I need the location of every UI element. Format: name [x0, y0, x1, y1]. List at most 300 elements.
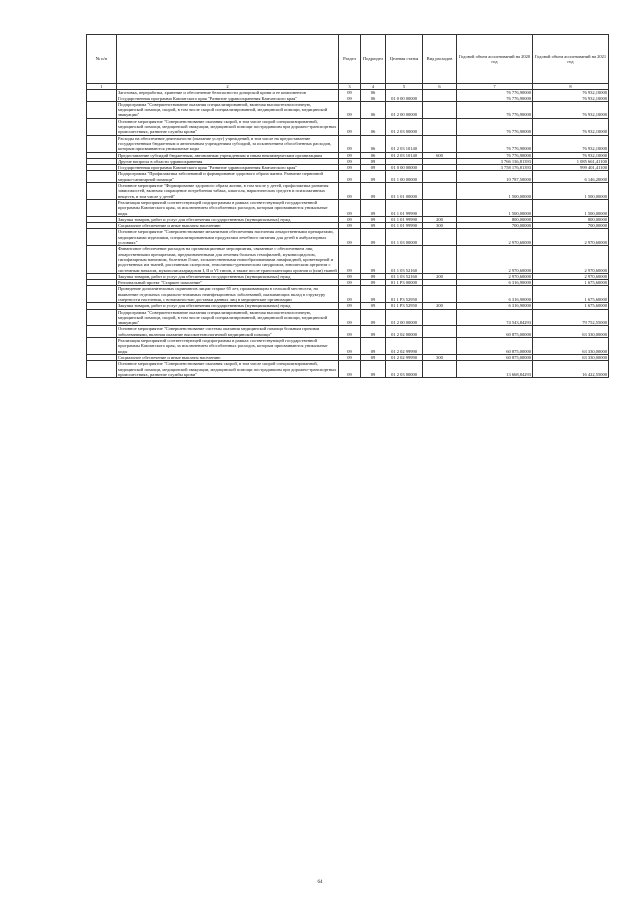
page-number: 64	[317, 880, 323, 885]
cell-line: Закупка товаров, работ и услуг для обеспечения государственных (муниципальных) нужд	[118, 216, 291, 222]
cell-line: 76 932,10000	[582, 152, 607, 158]
row-target-article-cell	[386, 199, 423, 216]
budget-table-page	[86, 34, 608, 378]
row-target-article-cell	[386, 361, 423, 378]
row-name-cell	[117, 246, 339, 273]
header-target-article: Целевая статья	[386, 35, 423, 84]
row-number-cell	[87, 326, 117, 338]
table-row	[87, 229, 609, 246]
cell-line: 63 330,00000	[582, 354, 607, 360]
row-expense-type-cell	[423, 135, 457, 152]
row-target-article-cell	[386, 90, 423, 102]
row-target-article-cell	[386, 273, 423, 279]
cell-line: 16 422,55000	[582, 371, 607, 377]
cell-line: 09	[347, 193, 352, 199]
cell-line: 09	[347, 223, 352, 229]
row-expense-type-cell	[423, 229, 457, 246]
row-section-cell	[339, 286, 361, 303]
cell-line: 01 0 00 00000	[391, 165, 417, 171]
table-row	[87, 354, 609, 360]
cell-line: 09	[347, 146, 352, 152]
cell-line: Заготовка, переработка, хранение и обеспечение безопасности донорской крови и ее компонентов	[118, 90, 306, 96]
header-name	[117, 35, 339, 84]
row-expense-type-cell	[423, 171, 457, 183]
cell-line: Другие вопросы в области здравоохранения	[118, 158, 203, 164]
row-number-cell	[87, 229, 117, 246]
cell-line: 01 1 00 00000	[391, 176, 417, 182]
cell-line: Расходы на обеспечение деятельности (оказание услуг) учреждений, в том числе на предоставление государственным бюджетным и автономным учреждениям субсидий, за исключением обособленных расходов, которым присваиваются уникальные коды	[118, 135, 332, 152]
table-row	[87, 361, 609, 378]
cell-line: 1 500,00000	[584, 193, 607, 199]
table-row	[87, 223, 609, 229]
cell-line: 1 500,00000	[584, 210, 607, 216]
row-target-article-cell	[386, 246, 423, 273]
cell-line: Государственная программа Камчатского края "Развитие здравоохранения Камчатского края"	[118, 95, 298, 101]
cell-line: 76 776,90000	[506, 129, 531, 135]
row-target-article-cell	[386, 101, 423, 118]
row-subsection-cell	[361, 361, 386, 378]
cell-line: 01 2 03 00000	[391, 129, 417, 135]
cell-line: 01 1 P3 52950	[390, 296, 418, 302]
row-subsection-cell	[361, 286, 386, 303]
row-subsection-cell	[361, 309, 386, 326]
cell-line: 01 1 01 99990	[391, 223, 417, 229]
cell-line: 01 1 01 99990	[391, 210, 417, 216]
cell-line: 09	[347, 129, 352, 135]
column-number: 5	[386, 84, 423, 90]
row-amount-2020-cell	[457, 135, 533, 152]
cell-line: Основное мероприятие "Совершенствование механизмов обеспечения населения лекарственными препаратами, медицинскими изделиями, специализированными продуктами лечебного питания для детей в амбулаторных условиях"	[118, 229, 334, 246]
cell-line: 09	[347, 95, 352, 101]
row-subsection-cell	[361, 326, 386, 338]
row-amount-2020-cell	[457, 246, 533, 273]
cell-line: 6 146,20000	[584, 176, 607, 182]
cell-line: 09	[347, 320, 352, 326]
row-name-cell	[117, 90, 339, 102]
cell-line: 2 970,60000	[508, 267, 531, 273]
cell-line: 1 085 661,41100	[576, 158, 607, 164]
row-subsection-cell	[361, 183, 386, 200]
cell-line: 6 316,90000	[508, 296, 531, 302]
row-section-cell	[339, 118, 361, 135]
cell-line: 76 776,90000	[506, 95, 531, 101]
row-number-cell	[87, 199, 117, 216]
cell-line: 06	[370, 90, 376, 96]
row-target-article-cell	[386, 229, 423, 246]
row-amount-2021-cell	[533, 101, 609, 118]
cell-line: 01 1 03 52160	[391, 267, 417, 273]
row-section-cell	[339, 101, 361, 118]
cell-line: 76 932,10000	[582, 129, 607, 135]
budget-table	[86, 34, 609, 378]
row-target-article-cell	[386, 223, 423, 229]
row-amount-2021-cell	[533, 326, 609, 338]
cell-line: 09	[370, 210, 376, 216]
row-target-article-cell	[386, 135, 423, 152]
row-target-article-cell	[386, 152, 423, 158]
cell-line: 1 675,60000	[584, 303, 607, 309]
table-row	[87, 216, 609, 222]
cell-line: 06	[370, 152, 376, 158]
row-amount-2020-cell	[457, 309, 533, 326]
row-amount-2021-cell	[533, 229, 609, 246]
cell-line: 76 932,10000	[582, 146, 607, 152]
cell-line: 09	[347, 273, 352, 279]
row-amount-2021-cell	[533, 246, 609, 273]
cell-line: 09	[370, 223, 376, 229]
cell-line: 09	[347, 240, 352, 246]
cell-line: 200	[436, 273, 443, 279]
table-row	[87, 152, 609, 158]
table-row	[87, 199, 609, 216]
row-expense-type-cell	[423, 309, 457, 326]
row-amount-2020-cell	[457, 326, 533, 338]
row-section-cell	[339, 361, 361, 378]
cell-line: 09	[370, 158, 376, 164]
row-number-cell	[87, 309, 117, 326]
cell-line: 09	[370, 267, 376, 273]
cell-line: 01 1 01 99990	[391, 216, 417, 222]
row-target-article-cell	[386, 303, 423, 309]
cell-line: 09	[370, 280, 376, 286]
cell-line: Финансовое обеспечение расходов на организационные мероприятия, связанные с обеспечением лиц лекарственными препаратами, предназначенными для лечения больных гемофилией, муковисцидозом, гипофизарным нанизмом, болезнью Гоше, злокачественными новообразованиями лимфоидной, кроветворной и родственных им тканей, рассеянным склерозом, гемолитико-уремическим синдромом, юношеским артритом с системным началом, мукополисахаридозом I, II и VI типов, а также после трансплантации органов и (или) тканей	[118, 246, 337, 273]
cell-line: 76 776,90000	[506, 112, 531, 118]
cell-line: 2 970,60000	[584, 273, 607, 279]
row-section-cell	[339, 338, 361, 355]
cell-line: 01 1 P3 00000	[390, 280, 418, 286]
cell-line: 09	[347, 371, 352, 377]
row-expense-type-cell	[423, 326, 457, 338]
cell-line: 09	[347, 112, 352, 118]
row-amount-2021-cell	[533, 199, 609, 216]
row-amount-2021-cell	[533, 90, 609, 102]
cell-line: 800,00000	[511, 216, 531, 222]
cell-line: 63 330,00000	[582, 331, 607, 337]
cell-line: 700,00000	[511, 223, 531, 229]
row-number-cell	[87, 246, 117, 273]
cell-line: 999 401,41100	[580, 165, 607, 171]
cell-line: 1 675,60000	[584, 280, 607, 286]
row-amount-2020-cell	[457, 101, 533, 118]
cell-line: 76 932,10000	[582, 112, 607, 118]
cell-line: 6 316,90000	[508, 280, 531, 286]
cell-line: 74 543,84293	[506, 320, 531, 326]
cell-line: Подпрограмма "Профилактика заболеваний и формирование здорового образа жизни. Развитие первичной медико-санитарной помощи"	[118, 171, 323, 182]
row-amount-2020-cell	[457, 338, 533, 355]
row-subsection-cell	[361, 246, 386, 273]
row-amount-2020-cell	[457, 183, 533, 200]
row-amount-2021-cell	[533, 286, 609, 303]
cell-line: 200	[436, 216, 443, 222]
cell-line: 06	[370, 95, 376, 101]
cell-line: Закупка товаров, работ и услуг для обеспечения государственных (муниципальных) нужд	[118, 303, 291, 309]
cell-line: 09	[347, 152, 352, 158]
cell-line: 700,00000	[587, 223, 607, 229]
row-expense-type-cell	[423, 183, 457, 200]
cell-line: 76 776,90000	[506, 90, 531, 96]
column-number: 7	[457, 84, 533, 90]
cell-line: 01 2 03 10140	[391, 152, 417, 158]
cell-line: 2 970,60000	[584, 240, 607, 246]
row-subsection-cell	[361, 338, 386, 355]
cell-line: 09	[347, 348, 352, 354]
row-section-cell	[339, 90, 361, 102]
row-name-cell	[117, 183, 339, 200]
row-name-cell	[117, 309, 339, 326]
row-target-article-cell	[386, 286, 423, 303]
table-row	[87, 326, 609, 338]
row-target-article-cell	[386, 309, 423, 326]
row-amount-2021-cell	[533, 338, 609, 355]
row-number-cell	[87, 101, 117, 118]
cell-line: 01 1 01 00000	[391, 193, 417, 199]
row-amount-2021-cell	[533, 118, 609, 135]
cell-line: 09	[347, 331, 352, 337]
cell-line: 76 776,90000	[506, 146, 531, 152]
row-amount-2020-cell	[457, 229, 533, 246]
cell-line: 300	[436, 223, 443, 229]
row-expense-type-cell	[423, 90, 457, 102]
cell-line: Проведение дополнительных скринингов лицам старше 65 лет, проживающим в сельской местности, на выявление отдельных социально-значимых неинфекционных заболеваний, оказывающих вклад в структуру смертности населения, с возможностью доставки данных лиц в медицинские организации	[118, 286, 326, 302]
cell-line: Основное мероприятие "Совершенствование оказания скорой, в том числе скорой специализированной, медицинской помощи, медицинской эвакуации, медицинской помощи пострадавшим при дорожно-транспортных происшествиях, развитие службы крови"	[118, 118, 337, 135]
row-number-cell	[87, 171, 117, 183]
cell-line: 09	[347, 90, 352, 96]
cell-line: 09	[370, 348, 376, 354]
row-section-cell	[339, 309, 361, 326]
row-subsection-cell	[361, 135, 386, 152]
row-section-cell	[339, 229, 361, 246]
row-section-cell	[339, 171, 361, 183]
row-section-cell	[339, 199, 361, 216]
cell-line: 76 932,10000	[582, 90, 607, 96]
cell-line: 09	[347, 210, 352, 216]
row-expense-type-cell	[423, 101, 457, 118]
cell-line: 200	[436, 303, 443, 309]
row-target-article-cell	[386, 183, 423, 200]
cell-line: 01 2 02 00000	[391, 331, 417, 337]
table-body	[87, 84, 609, 378]
row-expense-type-cell	[423, 361, 457, 378]
row-number-cell	[87, 361, 117, 378]
row-subsection-cell	[361, 229, 386, 246]
cell-line: 09	[370, 193, 376, 199]
cell-line: 3 766 136,81393	[500, 158, 531, 164]
row-number-cell	[87, 135, 117, 152]
row-target-article-cell	[386, 171, 423, 183]
row-number-cell	[87, 118, 117, 135]
cell-line: 09	[347, 165, 352, 171]
cell-line: 06	[370, 129, 376, 135]
table-row	[87, 90, 609, 102]
row-target-article-cell	[386, 354, 423, 360]
cell-line: Основное мероприятие "Совершенствование оказания скорой, в том числе скорой специализированной, медицинской помощи, медицинской эвакуации, медицинской помощи пострадавшим при дорожно-транспортных происшествиях, развитие службы крови"	[118, 361, 337, 377]
cell-line: 09	[370, 320, 376, 326]
row-subsection-cell	[361, 101, 386, 118]
table-row	[87, 135, 609, 152]
row-amount-2021-cell	[533, 183, 609, 200]
cell-line: Предоставление субсидий бюджетным, автономным учреждениям и иным некоммерческим организациям	[118, 152, 322, 158]
cell-line: Основное мероприятие "Формирование здорового образа жизни, в том числе у детей, профилактика развития зависимостей, включая сокращение потребления табака, алкоголя, наркотических средств и психоактивных веществ, в том числе у детей"	[118, 183, 329, 199]
table-row	[87, 338, 609, 355]
row-name-cell	[117, 171, 339, 183]
cell-line: 09	[370, 216, 376, 222]
cell-line: 2 970,60000	[508, 273, 531, 279]
row-amount-2020-cell	[457, 199, 533, 216]
cell-line: 01 2 02 99990	[391, 354, 417, 360]
header-section: Раздел	[339, 35, 361, 84]
row-expense-type-cell	[423, 118, 457, 135]
header-subsection: Подраздел	[361, 35, 386, 84]
cell-line: 09	[370, 296, 376, 302]
cell-line: Социальное обеспечение и иные выплаты населению	[118, 223, 221, 229]
row-name-cell	[117, 135, 339, 152]
row-number-cell	[87, 338, 117, 355]
row-number-cell	[87, 90, 117, 102]
cell-line: 60 875,00000	[506, 348, 531, 354]
table-row	[87, 303, 609, 309]
cell-line: 09	[370, 176, 376, 182]
row-target-article-cell	[386, 118, 423, 135]
column-number: 3	[339, 84, 361, 90]
cell-line: 13 668,84293	[506, 371, 531, 377]
cell-line: 09	[370, 354, 376, 360]
cell-line: 76 776,90000	[506, 152, 531, 158]
table-row	[87, 246, 609, 273]
cell-line: 09	[347, 267, 352, 273]
cell-line: 1 500,00000	[508, 193, 531, 199]
cell-line: 01 1 03 52160	[391, 273, 417, 279]
cell-line: 60 875,00000	[506, 331, 531, 337]
row-name-cell	[117, 286, 339, 303]
row-target-article-cell	[386, 280, 423, 286]
cell-line: 09	[347, 176, 352, 182]
cell-line: 09	[347, 296, 352, 302]
header-expense-type: Вид расходов	[423, 35, 457, 84]
cell-line: 300	[436, 354, 443, 360]
row-number-cell	[87, 286, 117, 303]
row-name-cell	[117, 338, 339, 355]
column-number: 4	[361, 84, 386, 90]
row-amount-2020-cell	[457, 90, 533, 102]
row-expense-type-cell	[423, 338, 457, 355]
cell-line: 2 970,60000	[508, 240, 531, 246]
cell-line: 01 0 00 00000	[391, 95, 417, 101]
table-row	[87, 101, 609, 118]
row-name-cell	[117, 199, 339, 216]
row-name-cell	[117, 152, 339, 158]
cell-line: 6 316,90000	[508, 303, 531, 309]
cell-line: Региональный проект "Старшее поколение"	[118, 280, 203, 286]
cell-line: 09	[370, 273, 376, 279]
cell-line: 09	[347, 354, 352, 360]
cell-line: 01 1 03 00000	[391, 240, 417, 246]
header-number: № п/п	[87, 35, 117, 84]
cell-line: 09	[370, 303, 376, 309]
cell-line: 01 2 00 00000	[391, 112, 417, 118]
cell-line: 01 2 02 99990	[391, 348, 417, 354]
cell-line: 79 752,55000	[582, 320, 607, 326]
row-number-cell	[87, 183, 117, 200]
cell-line: Социальное обеспечение и иные выплаты населению	[118, 354, 221, 360]
row-target-article-cell	[386, 326, 423, 338]
row-section-cell	[339, 183, 361, 200]
row-expense-type-cell	[423, 246, 457, 273]
row-amount-2021-cell	[533, 171, 609, 183]
column-number: 1	[87, 84, 117, 90]
row-section-cell	[339, 246, 361, 273]
cell-line: 09	[347, 303, 352, 309]
header-amount-2021: Годовой объем ассигнований на 2021 год	[533, 35, 609, 84]
cell-line: 800,00000	[587, 216, 607, 222]
cell-line: Закупка товаров, работ и услуг для обеспечения государственных (муниципальных) нужд	[118, 273, 291, 279]
cell-line: 63 330,00000	[582, 348, 607, 354]
table-row	[87, 309, 609, 326]
row-subsection-cell	[361, 171, 386, 183]
row-amount-2021-cell	[533, 135, 609, 152]
table-row	[87, 273, 609, 279]
cell-line: 60 875,00000	[506, 354, 531, 360]
cell-line: 09	[370, 331, 376, 337]
cell-line: Реализация мероприятий соответствующей подпрограммы в рамках соответствующей государственной программы Камчатского края, за исключением обособленных расходов, которым присваиваются уникальные коды	[118, 199, 328, 216]
cell-line: 06	[370, 112, 376, 118]
cell-line: 600	[436, 152, 443, 158]
row-name-cell	[117, 326, 339, 338]
row-subsection-cell	[361, 90, 386, 102]
column-number: 8	[533, 84, 609, 90]
cell-line: 09	[347, 158, 352, 164]
cell-line: 10 787,50000	[506, 176, 531, 182]
row-section-cell	[339, 326, 361, 338]
cell-line: Государственная программа Камчатского края "Развитие здравоохранения Камчатского края"	[118, 165, 298, 171]
row-amount-2020-cell	[457, 361, 533, 378]
row-name-cell	[117, 361, 339, 378]
cell-line: 06	[370, 146, 376, 152]
table-row	[87, 286, 609, 303]
table-row	[87, 280, 609, 286]
header-amount-2020: Годовой объем ассигнований на 2020 год	[457, 35, 533, 84]
cell-line: 01 2 03 00000	[391, 371, 417, 377]
cell-line: 01 2 03 10140	[391, 146, 417, 152]
column-number: 2	[117, 84, 339, 90]
cell-line: Реализация мероприятий соответствующей подпрограммы в рамках соответствующей государственной программы Камчатского края, за исключением обособленных расходов, которым присваиваются уникальные коды	[118, 338, 328, 354]
row-name-cell	[117, 101, 339, 118]
cell-line: 09	[370, 371, 376, 377]
cell-line: 09	[370, 165, 376, 171]
cell-line: Подпрограмма "Совершенствование оказания специализированной, включая высокотехнологичную, медицинской помощи, скорой, в том числе скорой специализированной, медицинской помощи, медицинской эвакуации"	[118, 309, 328, 326]
cell-line: 3 758 176,81393	[500, 165, 531, 171]
row-amount-2021-cell	[533, 361, 609, 378]
table-row	[87, 165, 609, 171]
cell-line: 01 2 00 00000	[391, 320, 417, 326]
row-amount-2020-cell	[457, 118, 533, 135]
cell-line: 09	[347, 280, 352, 286]
row-amount-2021-cell	[533, 309, 609, 326]
row-expense-type-cell	[423, 286, 457, 303]
row-subsection-cell	[361, 118, 386, 135]
row-name-cell	[117, 229, 339, 246]
table-row	[87, 183, 609, 200]
cell-line: 2 970,60000	[584, 267, 607, 273]
cell-line: 09	[370, 240, 376, 246]
row-target-article-cell	[386, 216, 423, 222]
table-row	[87, 158, 609, 164]
table-header-row	[87, 35, 609, 84]
row-name-cell	[117, 118, 339, 135]
row-amount-2020-cell	[457, 171, 533, 183]
table-row	[87, 171, 609, 183]
cell-line: 76 932,10000	[582, 95, 607, 101]
cell-line: 09	[347, 216, 352, 222]
